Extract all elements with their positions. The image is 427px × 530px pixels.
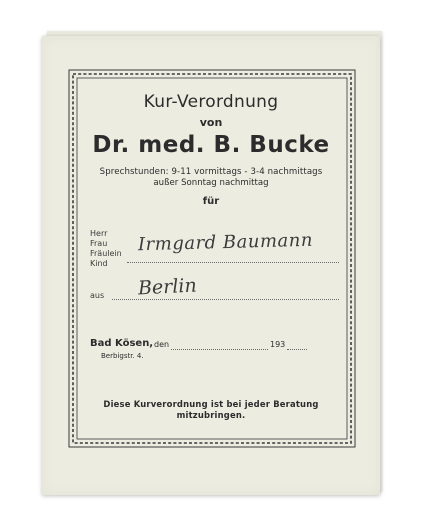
year-prefix: 193 bbox=[270, 340, 286, 349]
notice-line-2: mitzubringen. bbox=[176, 410, 246, 420]
street-address: Berbigstr. 4. bbox=[101, 352, 144, 360]
year-field-line bbox=[287, 349, 307, 350]
notice-line-1: Diese Kurverordnung ist bei jeder Beratung bbox=[103, 399, 319, 409]
fuer-label: für bbox=[202, 196, 220, 207]
date-field-line bbox=[171, 349, 268, 350]
office-hours-line1: Sprechstunden: 9-11 vormittags - 3-4 nachmittags bbox=[99, 167, 323, 177]
name-field-line bbox=[127, 262, 339, 263]
patient-name-handwriting: Irmgard Baumann bbox=[137, 229, 314, 256]
salutation-kind: Kind bbox=[90, 259, 108, 268]
form-title: Kur-Verordnung bbox=[143, 92, 279, 112]
origin-handwriting: Berlin bbox=[137, 274, 198, 300]
doctor-name: Dr. med. B. Bucke bbox=[92, 132, 330, 158]
place-label: Bad Kösen, bbox=[90, 338, 154, 349]
salutation-fraeulein: Fräulein bbox=[90, 249, 122, 258]
prescription-form bbox=[42, 36, 380, 495]
origin-field-line bbox=[112, 299, 339, 300]
aus-label: aus bbox=[90, 291, 105, 300]
von-label: von bbox=[199, 116, 223, 129]
den-label: den bbox=[154, 340, 170, 349]
notice-text bbox=[42, 399, 380, 421]
salutation-frau: Frau bbox=[90, 239, 108, 248]
office-hours-line2: außer Sonntag nachmittag bbox=[153, 178, 269, 188]
salutation-herr: Herr bbox=[90, 229, 108, 238]
